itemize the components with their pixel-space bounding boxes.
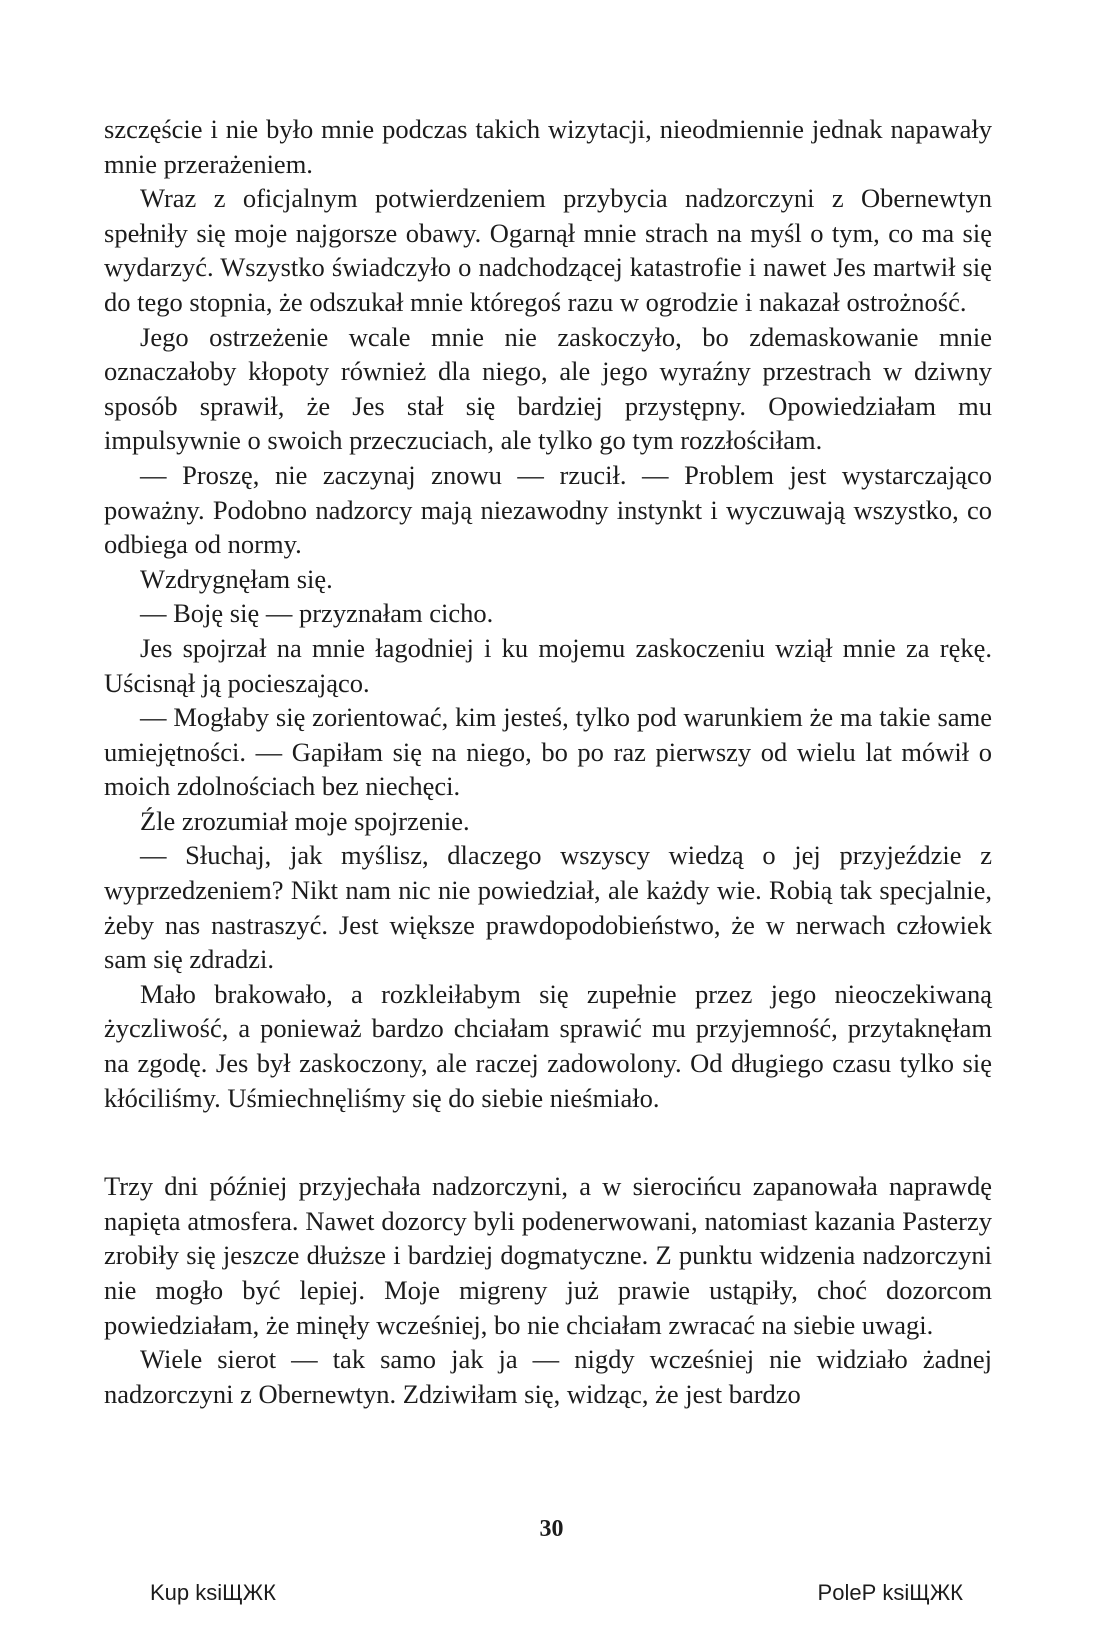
paragraph: Wzdrygnęłam się. bbox=[140, 563, 333, 594]
paragraph: — Słuchaj, jak myślisz, dlaczego wszyscy wiedzą o jej przyjeździe z wyprzedzeniem? Nikt nam nic nie powiedział, ale każdy wie. Robią tak specjalnie, żeby nas nastraszyć. Jest większe prawdopodobieństwo, że w nerwach człowiek sam się zdradzi. bbox=[104, 840, 992, 975]
paragraph: Jego ostrzeżenie wcale mnie nie zaskoczyło, bo zdemaskowanie mnie oznaczałoby kłopoty również dla niego, ale jego wyraźny przestrach w dziwny sposób sprawił, że Jes stał się bardziej przystępny. Opowiedziałam mu impulsywnie o swoich przeczuciach, ale tylko go tym rozzłościłam. bbox=[104, 321, 992, 456]
paragraph: Źle zrozumiał moje spojrzenie. bbox=[140, 805, 470, 836]
paragraph: — Mogłaby się zorientować, kim jesteś, tylko pod warunkiem że ma takie same umiejętności. — Gapiłam się na niego, bo po raz pierwszy od wielu lat mówił o moich zdolnościach bez niechęci. bbox=[104, 702, 992, 802]
body-text bbox=[104, 112, 992, 1411]
paragraph: Jes spojrzał na mnie łagodniej i ku mojemu zaskoczeniu wziął mnie za rękę. Uścisnął ją pocieszająco. bbox=[104, 632, 992, 698]
footer-recommend-link[interactable]: PoleР ksiЩЖК bbox=[817, 1580, 963, 1605]
paragraph: szczęście i nie było mnie podczas takich wizytacji, nieodmiennie jednak napawały mnie przerażeniem. bbox=[104, 114, 992, 179]
paragraph: Wiele sierot — tak samo jak ja — nigdy wcześniej nie widziało żadnej nadzorczyni z Obernewtyn. Zdziwiłam się, widząc, że jest bardzo bbox=[104, 1344, 992, 1409]
paragraph: Trzy dni później przyjechała nadzorczyni, a w sierocińcu zapanowała naprawdę napięta atmosfera. Nawet dozorcy byli podenerwowani, natomiast kazania Pasterzy zrobiły się jeszcze dłuższe i bardziej dogmatyczne. Z punktu widzenia nadzorczyni nie mogło być lepiej. Moje migreny już prawie ustąpiły, choć dozorcom powiedziałam, że minęły wcześniej, bo nie chciałam zwracać na siebie uwagi. bbox=[104, 1171, 992, 1340]
footer-buy-link[interactable]: Kup ksiЩЖК bbox=[150, 1580, 276, 1605]
paragraph: Mało brakowało, a rozkleiłabym się zupełnie przez jego nieoczekiwaną życzliwość, a ponieważ bardzo chciałam sprawić mu przyjemność, przytaknęłam na zgodę. Jes był zaskoczony, ale raczej zadowolony. Od długiego czasu tylko się kłóciliśmy. Uśmiechnęliśmy się do siebie nieśmiało. bbox=[104, 978, 992, 1113]
paragraph: Wraz z oficjalnym potwierdzeniem przybycia nadzorczyni z Obernewtyn spełniły się moje najgorsze obawy. Ogarnął mnie strach na myśl o tym, co ma się wydarzyć. Wszystko świadczyło o nadchodzącej katastrofie i nawet Jes martwił się do tego stopnia, że odszukał mnie któregoś razu w ogrodzie i nakazał ostrożność. bbox=[104, 183, 992, 317]
paragraph: — Boję się — przyznałam cicho. bbox=[140, 598, 494, 629]
paragraph: — Proszę, nie zaczynaj znowu — rzucił. — Problem jest wystarczająco poważny. Podobno nadzorcy mają niezawodny instynkt i wyczuwają wszystko, co odbiega od normy. bbox=[104, 459, 992, 560]
page-number: 30 bbox=[539, 1516, 564, 1542]
section-break bbox=[104, 1115, 992, 1169]
